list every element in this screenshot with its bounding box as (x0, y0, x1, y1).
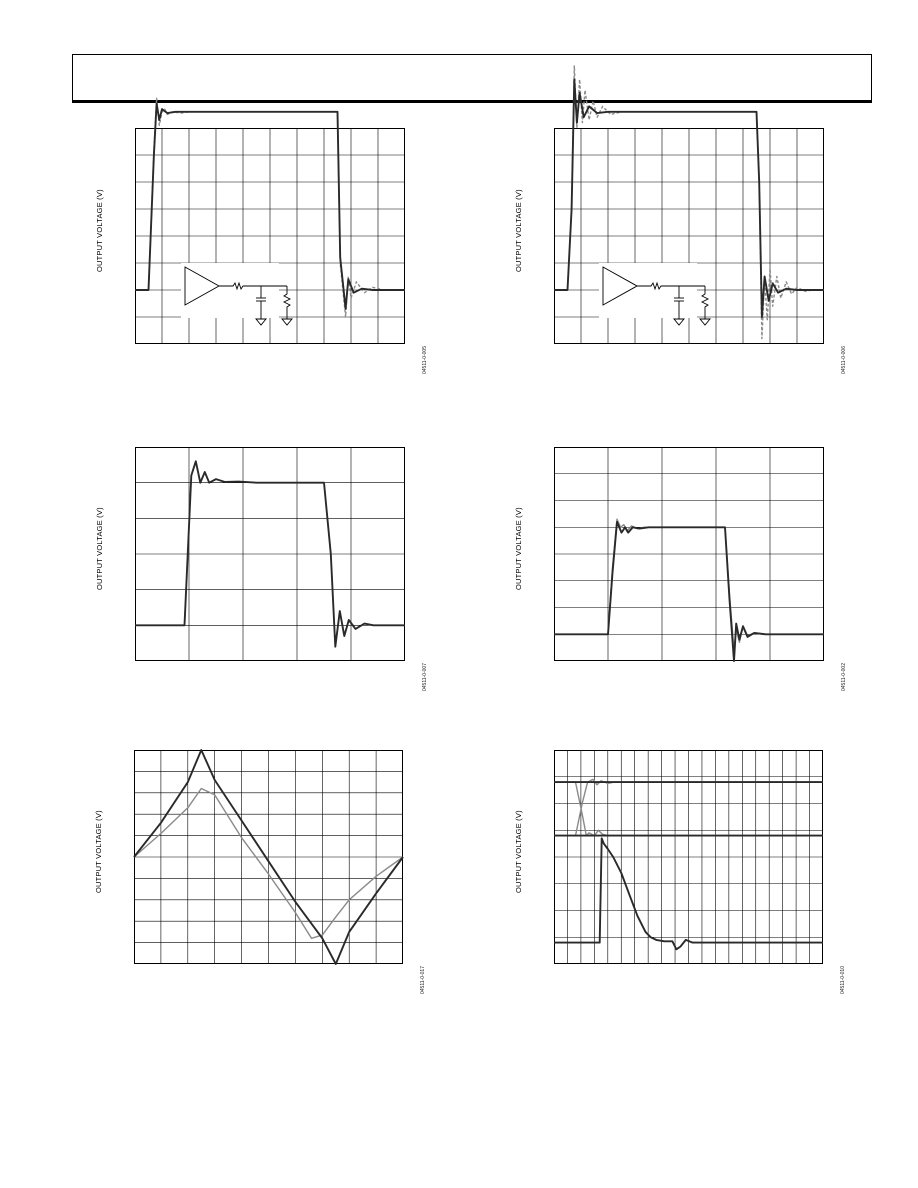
scope-plot-3 (135, 447, 405, 661)
figure-id: 04511-0-010 (840, 966, 846, 994)
y-axis-label: OUTPUT VOLTAGE (V) (95, 507, 104, 590)
y-axis-label: OUTPUT VOLTAGE (V) (514, 810, 523, 893)
y-axis-label: OUTPUT VOLTAGE (V) (94, 810, 103, 893)
y-axis-label: OUTPUT VOLTAGE (V) (95, 189, 104, 272)
figure-id: 04511-0-002 (841, 663, 847, 691)
figure-id: 04511-0-006 (841, 346, 847, 374)
y-axis-label: OUTPUT VOLTAGE (V) (514, 507, 523, 590)
circuit-schematic-icon (181, 263, 292, 325)
scope-plot-6 (554, 750, 823, 964)
scope-svg (135, 447, 405, 661)
scope-svg (554, 128, 824, 344)
y-axis-label: OUTPUT VOLTAGE (V) (514, 189, 523, 272)
circuit-schematic-icon (599, 263, 710, 325)
scope-plot-2 (554, 128, 824, 344)
figure-id: 04511-0-017 (420, 966, 426, 994)
scope-svg (135, 128, 405, 344)
figure-id: 04511-0-005 (422, 346, 428, 374)
page-header-box (72, 54, 872, 103)
figure-id: 04511-0-007 (422, 663, 428, 691)
scope-svg (134, 750, 403, 964)
trace-series-2 (554, 522, 824, 661)
scope-plot-1 (135, 128, 405, 344)
scope-svg (554, 750, 823, 964)
trace-series-1 (554, 519, 824, 650)
scope-plot-5 (134, 750, 403, 964)
scope-svg (554, 447, 824, 661)
scope-plot-4 (554, 447, 824, 661)
